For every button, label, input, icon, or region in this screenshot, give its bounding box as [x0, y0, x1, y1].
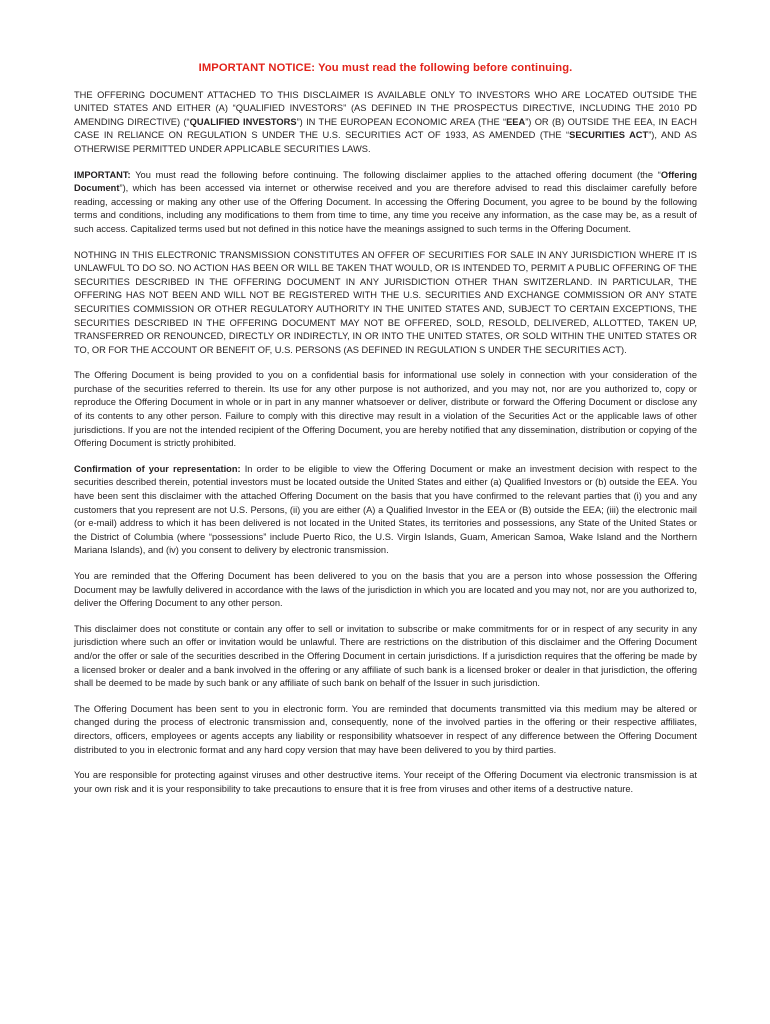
paragraph-important — [74, 169, 697, 237]
paragraph-viruses: You are responsible for protecting against viruses and other destructive items. Your receipt of the Offering Document via electronic transmission is at your own risk and it is your responsibility to take precautions to ensure that it is free from viruses and other items of a destructive nature. — [74, 770, 697, 794]
confirmation-lead: Confirmation of your representation: — [74, 463, 241, 474]
paragraph-electronic-form: The Offering Document has been sent to you in electronic form. You are reminded that documents transmitted via this medium may be altered or changed during the process of electronic transmission and, consequently, none of the involved parties in the offering or their respective affiliates, directors, officers, employees or agents accepts any liability or responsibility whatsoever in respect of any difference between the Offering Document distributed to you in electronic format and any hard copy version that may have been delivered to you by third parties. — [74, 703, 697, 755]
paragraph-restrictions: This disclaimer does not constitute or contain any offer to sell or invitation to subscribe or make commitments for or in respect of any security in any jurisdiction where such an offer or invitation would be unlawful. There are restrictions on the distribution of this disclaimer and the Offering Document and/or the offer or sale of the securities described in the Offering Document in certain jurisdictions. If a jurisdiction requires that the offering be made by a licensed broker or dealer and a bank involved in the offering or any affiliate of such bank is a licensed broker or dealer in that jurisdiction, the offering shall be deemed to be made by such bank or any affiliate of such bank on behalf of the Issuer in such jurisdiction. — [74, 623, 697, 689]
text-run: THE OFFERING DOCUMENT ATTACHED TO THIS DISCLAIMER IS AVAILABLE ONLY TO INVESTORS WHO ARE LOCATED OUTSIDE THE UNITED STATES AND EITHER (A) “QUALIFIED INVESTORS” (AS DEFINED IN THE PROSPECTUS DIRECTIVE, INCLUDING THE 2010 PD AMENDING DIRECTIVE) (“ — [74, 89, 697, 127]
defined-term-securities-act: SECURITIES ACT — [569, 130, 649, 141]
important-lead: IMPORTANT: — [74, 169, 131, 180]
paragraph-no-offer: NOTHING IN THIS ELECTRONIC TRANSMISSION CONSTITUTES AN OFFER OF SECURITIES FOR SALE IN ANY JURISDICTION WHERE IT IS UNLAWFUL TO DO SO. NO ACTION HAS BEEN OR WILL BE TAKEN THAT WOULD, OR IS INTENDED TO, PERMIT A PUBLIC OFFERING OF THE SECURITIES DESCRIBED IN THE OFFERING DOCUMENT IN ANY JURISDICTION OTHER THAN SWITZERLAND. IN PARTICULAR, THE OFFERING HAS NOT BEEN AND WILL NOT BE REGISTERED WITH THE U.S. SECURITIES AND EXCHANGE COMMISSION OR ANY STATE SECURITIES COMMISSION OR OTHER REGULATORY AUTHORITY IN THE UNITED STATES AND, SUBJECT TO CERTAIN EXCEPTIONS, THE SECURITIES DESCRIBED IN THE OFFERING DOCUMENT MAY NOT BE OFFERED, SOLD, RESOLD, DELIVERED, ALLOTTED, TAKEN UP, TRANSFERRED OR RENOUNCED, DIRECTLY OR INDIRECTLY, IN OR INTO THE UNITED STATES, OR SOLD WITHIN THE UNITED STATES OR TO, OR FOR THE ACCOUNT OR BENEFIT OF, U.S. PERSONS (AS DEFINED IN REGULATION S UNDER THE SECURITIES ACT). — [74, 249, 697, 355]
paragraph-investor-eligibility — [74, 89, 697, 157]
defined-term-offering-document: Offering Document — [74, 169, 697, 194]
notice-title: IMPORTANT NOTICE: You must read the following before continuing. — [198, 62, 573, 74]
text-run: ”), AND AS OTHERWISE PERMITTED UNDER APPLICABLE SECURITIES LAWS. — [74, 130, 697, 154]
text-run: You must read the following before continuing. The following disclaimer applies to the attached offering document (the “ — [130, 169, 661, 180]
defined-term-qualified-investors: QUALIFIED INVESTORS — [189, 116, 297, 127]
paragraph-confidential-basis: The Offering Document is being provided to you on a confidential basis for informational use solely in connection with your consideration of the purchase of the securities referred to therein. Its use for any other purpose is not authorized, and you may not, nor are you authorized to, copy or reproduce the Offering Document in whole or in part in any manner whatsoever or deliver, distribute or forward the Offering Document or disclose any of its contents to any other person. Failure to comply with this directive may result in a violation of the Securities Act or the applicable laws of other jurisdictions. If you are not the intended recipient of the Offering Document, you are hereby notified that any dissemination, distribution or copying of the Offering Document is strictly prohibited. — [74, 370, 697, 449]
text-run: In order to be eligible to view the Offering Document or make an investment decision with respect to the securities described therein, potential investors must be located outside the United States and either (a) Qualified Investors or (b) outside the EEA. You have been sent this disclaimer with the attached Offering Document on the basis that you have confirmed to the relevant parties that (i) you and any customers that you represent are not U.S. Persons, (ii) you are either (A) a Qualified Investor in the EEA or (B) outside the EEA; (iii) the electronic mail (or e-mail) address to which it has been delivered is not located in the United States, its territories and possessions, any State of the United States or the District of Columbia (where “possessions” include Puerto Rico, the U.S. Virgin Islands, Guam, American Samoa, Wake Island and the Northern Mariana Islands), and (iv) you consent to delivery by electronic transmission. — [74, 463, 698, 556]
text-run: ”) IN THE EUROPEAN ECONOMIC AREA (THE “ — [296, 116, 507, 127]
paragraph-reminder: You are reminded that the Offering Document has been delivered to you on the basis that you are a person into whose possession the Offering Document may be lawfully delivered in accordance with the laws of the jurisdiction in which you are located and you may not, nor are you authorized to, deliver the Offering Document to any other person. — [74, 571, 697, 609]
text-run: ”), which has been accessed via internet or otherwise received and you are therefore advised to read this disclaimer carefully before reading, accessing or making any other use of the Offering Document. In accessing the Offering Document, you agree to be bound by the following terms and conditions, including any modifications to them from time to time, any time you receive any information, as the case may be, as a result of such access. Capitalized terms used but not defined in this notice have the meanings assigned to such terms in the Offering Document. — [74, 183, 697, 234]
defined-term-eea: EEA — [506, 116, 526, 127]
paragraph-confirmation — [74, 463, 697, 558]
text-run: ”) OR (B) OUTSIDE THE EEA, IN EACH CASE IN RELIANCE ON REGULATION S UNDER THE U.S. SECURITIES ACT OF 1933, AS AMENDED (THE “ — [74, 116, 697, 141]
document-page — [74, 62, 697, 808]
